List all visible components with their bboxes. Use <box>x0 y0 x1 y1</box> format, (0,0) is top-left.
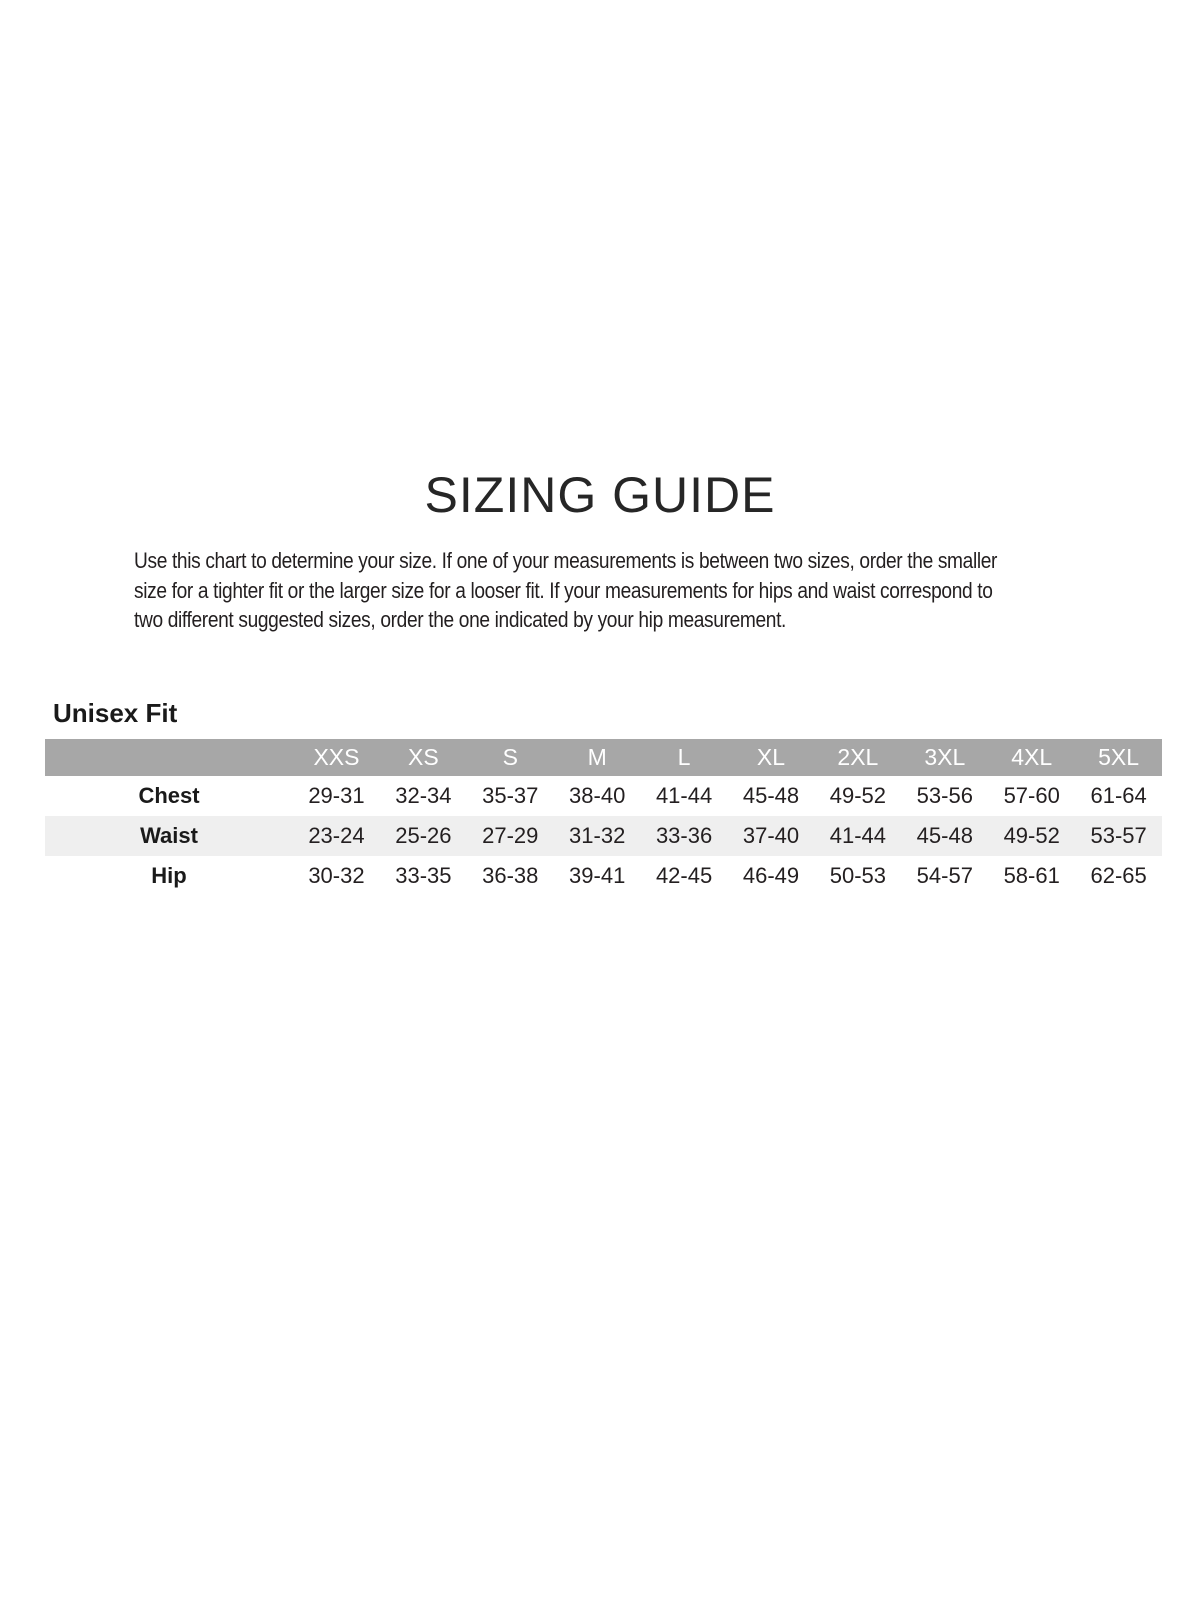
size-cell: 41-44 <box>655 783 713 808</box>
measurement-row-label: Hip <box>151 863 187 888</box>
size-cell: 42-45 <box>655 863 713 888</box>
size-cell: 33-36 <box>655 823 713 848</box>
size-table <box>45 739 1162 896</box>
size-cell: 45-48 <box>916 823 973 848</box>
size-column-header: 3XL <box>924 744 966 770</box>
size-column-header: XS <box>408 744 439 770</box>
size-cell: 27-29 <box>482 823 539 848</box>
size-cell: 62-65 <box>1090 863 1147 888</box>
size-cell: 36-38 <box>482 863 539 888</box>
table-row-waist <box>45 816 1162 856</box>
size-cell: 46-49 <box>742 863 800 888</box>
size-cell: 58-61 <box>1003 863 1060 888</box>
intro-paragraph <box>134 546 1056 635</box>
measurement-row-label: Chest <box>138 783 200 808</box>
size-cell: 53-57 <box>1090 823 1147 848</box>
measurement-row-label: Waist <box>140 823 198 848</box>
size-cell: 23-24 <box>308 823 365 848</box>
size-cell: 53-56 <box>916 783 973 808</box>
size-column-header: XXS <box>313 744 360 770</box>
size-cell: 39-41 <box>569 863 626 888</box>
table-header-row <box>45 739 1162 776</box>
size-cell: 35-37 <box>482 783 539 808</box>
intro-line: Use this chart to determine your size. If one of your measurements is between two sizes, order the smaller <box>134 548 998 573</box>
size-cell: 49-52 <box>829 783 887 808</box>
size-cell: 37-40 <box>742 823 800 848</box>
size-column-header: 5XL <box>1098 744 1140 770</box>
size-cell: 31-32 <box>569 823 626 848</box>
table-row-chest <box>45 776 1162 816</box>
size-column-header: M <box>587 744 607 770</box>
size-column-header: XL <box>756 744 786 770</box>
size-column-header: 2XL <box>837 744 879 770</box>
size-cell: 29-31 <box>308 783 365 808</box>
size-cell: 32-34 <box>395 783 452 808</box>
intro-line: two different suggested sizes, order the one indicated by your hip measurement. <box>134 607 787 632</box>
size-cell: 25-26 <box>395 823 452 848</box>
size-cell: 57-60 <box>1003 783 1060 808</box>
size-cell: 38-40 <box>569 783 626 808</box>
section-label-unisex-fit: Unisex Fit <box>53 698 178 728</box>
size-cell: 41-44 <box>829 823 887 848</box>
size-cell: 33-35 <box>395 863 452 888</box>
size-cell: 50-53 <box>829 863 887 888</box>
intro-line: size for a tighter fit or the larger size for a looser fit. If your measurements for hips and waist correspond to <box>134 577 993 603</box>
size-column-header: S <box>502 744 518 770</box>
size-cell: 45-48 <box>742 783 800 808</box>
size-column-header: L <box>677 744 691 770</box>
size-cell: 61-64 <box>1090 783 1147 808</box>
size-cell: 49-52 <box>1003 823 1060 848</box>
size-cell: 54-57 <box>916 863 973 888</box>
table-row-hip <box>45 856 1162 896</box>
page-title: SIZING GUIDE <box>424 467 776 523</box>
size-column-header: 4XL <box>1011 744 1053 770</box>
size-cell: 30-32 <box>308 863 365 888</box>
